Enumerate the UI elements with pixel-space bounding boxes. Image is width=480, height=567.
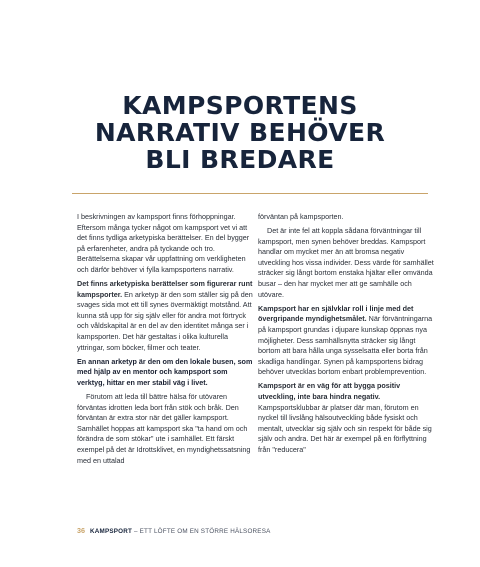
lead-in-archetypes: Det finns arketypiska berättelser som figurerar runt kampsporter. [77,279,253,299]
paragraph-authority-goal [258,304,434,378]
page-footer [77,527,271,536]
paragraph-intro: I beskrivningen av kampsport finns förhoppningar. Eftersom många tycker något om kampsport vet vi att det finns tydliga arketypiska berättelser. En del bygger på erfarenheter, andra på tyckande och tro. Berättelserna skapar vår uppfattning om verkligheten och därför behöver vi fylla kampsportens narrativ. [77,212,250,274]
right-column [258,212,434,459]
title-line-1: KAMPSPORTENS [122,91,358,120]
paragraph-archetypes [77,279,253,353]
paragraph-local-bully: En annan arketyp är den om den lokale busen, som med hjälp av en mentor och kampsport som verktyg, hittar en mer stabil väg i livet. [77,356,253,387]
footer-brand: KAMPSPORT [90,528,133,535]
footer-tagline: – ETT LÖFTE OM EN STÖRRE HÄLSORESA [132,528,271,535]
lead-in-authority-goal: Kampsport har en självklar roll i linje med det övergripande myndighetsmålet. [258,303,414,324]
left-column [77,212,253,470]
paragraph-continuation: förväntan på kampsporten. [258,212,344,221]
page-number: 36 [77,526,85,535]
title-divider [72,193,428,194]
paragraph-authority-goal-body: När förväntningarna på kampsport grundas i djupare kunskap öppnas nya möjligheter. Dess samhällsnytta sträcker sig långt bortom att bara hålla unga sysselsatta eller borta från skadliga handlingar. Synen på kampsportens bidrag behöver utvecklas bortom enbart problemprevention. [258,314,433,377]
lead-in-positive-development: Kampsport är en väg för att bygga positiv utveckling, inte bara hindra negativ. [258,381,401,401]
paragraph-positive-development-body: Kampsportsklubbar är platser där man, förutom en nyckel till livslång hälsoutveckling både fysiskt och mentalt, utvecklar sig själv och sin respekt för både sig själv och andra. Det här är exempel på en förflyttning från "reducera" [258,402,432,454]
article-title [40,92,440,173]
paragraph-positive-development [258,381,434,455]
title-line-2: NARRATIV BEHÖVER [94,118,386,147]
paragraph-broaden-view: Det är inte fel att koppla sådana förväntningar till kampsport, men synen behöver breddas. Kampsport handlar om mycket mer än att bromsa negativ utveckling hos vissa individer. Dess värde för samhället sträcker sig långt bortom enstaka hjältar eller omvända busar – den har mycket mer att ge samhälle och utövare. [258,226,434,299]
paragraph-archetypes-body: En arketyp är den som ställer sig på den svages sida mot ett till synes övermäktigt motstånd. Att kunna stå upp för sig själv eller för andra mot förtryck och våldskapital är en del av den identitet många ser i kampsporten. Det här gestaltas i olika kulturella yttringar, som böcker, filmer och teater. [77,289,253,352]
paragraph-expectations: Förutom att leda till bättre hälsa för utövaren förväntas idrotten leda bort från stök och bråk. Den förväntan är extra stor när det gäller kampsport. Samhället hoppas att kampsport ska "ta hand om och förändra de som stökar" ute i samhället. Ett färskt exempel på det är Idrottsklivet, en myndighetssatsning med en uttalad [77,392,251,465]
title-line-3: BLI BREDARE [145,145,335,174]
